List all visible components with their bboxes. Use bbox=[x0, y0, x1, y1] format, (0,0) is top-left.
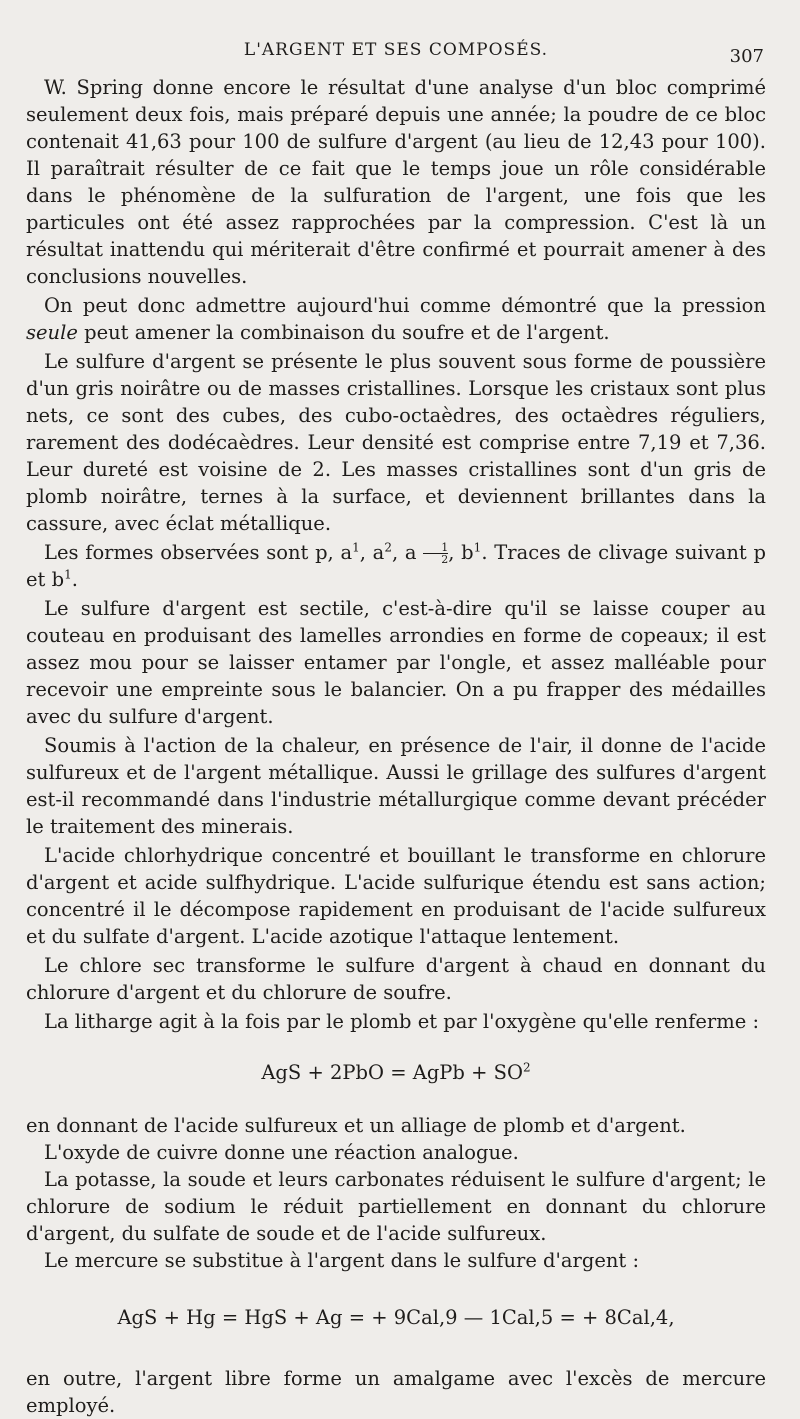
paragraph-chlorine-action: Le chlore sec transforme le sulfure d'argent à chaud en donnant du chlorure d'argent et du chlorure de soufre. bbox=[26, 954, 766, 1004]
text-run: . bbox=[71, 568, 78, 591]
text-run: , b bbox=[448, 541, 474, 564]
paragraph-acid-action: L'acide chlorhydrique concentré et bouillant le transforme en chlorure d'argent et acide sulfhydrique. L'acide sulfurique étendu est sans action; concentré il le décompose rapidement en produisant de l'acide sulfureux et du sulfate d'argent. L'acide azotique l'attaque lentement. bbox=[26, 844, 766, 948]
emphasis-word: seule bbox=[26, 321, 78, 344]
fraction-denominator: 2 bbox=[441, 553, 449, 566]
formula-mercury: AgS + Hg = HgS + Ag = + 9Cal,9 — 1Cal,5 = + 8Cal,4, bbox=[117, 1306, 675, 1329]
running-title: L'ARGENT ET SES COMPOSÉS. bbox=[243, 40, 549, 60]
superscript: 1 bbox=[64, 567, 72, 582]
paragraph-observed-forms bbox=[26, 539, 766, 593]
formula-text: AgS + 2PbO = AgPb + SO bbox=[261, 1061, 523, 1084]
paragraph-copper-oxide: L'oxyde de cuivre donne une réaction analogue. bbox=[44, 1141, 519, 1164]
fraction-numerator: 1 bbox=[423, 542, 448, 554]
paragraph-litharge: La litharge agit à la fois par le plomb et par l'oxygène qu'elle renferme : bbox=[44, 1010, 760, 1033]
formula-litharge bbox=[26, 1059, 766, 1086]
superscript: 1 bbox=[352, 540, 360, 555]
paragraph-heat-action: Soumis à l'action de la chaleur, en présence de l'air, il donne de l'acide sulfureux et de l'argent métallique. Aussi le grillage des sulfures d'argent est-il recommandé dans l'industrie métallurgique comme devant précéder le traitement des minerais. bbox=[26, 734, 766, 838]
superscript: 2 bbox=[384, 540, 392, 555]
fraction bbox=[423, 542, 448, 565]
paragraph-crystal-forms: Le sulfure d'argent se présente le plus souvent sous forme de poussière d'un gris noirâtre ou de masses cristallines. Lorsque les cristaux sont plus nets, ce sont des cubes, des cubo-octaèdres, des octaèdres réguliers, rarement des dodécaèdres. Leur densité est comprise entre 7,19 et 7,36. Leur dureté est voisine de 2. Les masses cristallines sont d'un gris de plomb noirâtre, ternes à la surface, et deviennent brillantes dans la cassure, avec éclat métallique. bbox=[26, 350, 766, 535]
paragraph-alloy: en donnant de l'acide sulfureux et un alliage de plomb et d'argent. bbox=[26, 1114, 686, 1137]
superscript: 2 bbox=[523, 1060, 531, 1075]
paragraph-text: On peut donc admettre aujourd'hui comme démontré que la pression bbox=[44, 294, 766, 317]
text-run: , a bbox=[359, 541, 385, 564]
paragraph-potash: La potasse, la soude et leurs carbonates réduisent le sulfure d'argent; le chlorure de sodium le réduit partiellement en donnant du chlorure d'argent, du sulfate de soude et de l'acide sulfureux. bbox=[26, 1168, 766, 1245]
text-run: Les formes observées sont p, a bbox=[44, 541, 353, 564]
paragraph-sectility: Le sulfure d'argent est sectile, c'est-à-dire qu'il se laisse couper au couteau en produisant des lamelles arrondies en forme de copeaux; il est assez mou pour se laisser entamer par l'ongle, et assez malléable pour recevoir une empreinte sous le balancier. On a pu frapper des médailles avec du sulfure d'argent. bbox=[26, 597, 766, 728]
text-run: . Traces de clivage suivant p et b bbox=[26, 541, 766, 591]
superscript: 1 bbox=[473, 540, 482, 555]
paragraph-mercury: Le mercure se substitue à l'argent dans le sulfure d'argent : bbox=[44, 1249, 640, 1272]
paragraph-amalgam: en outre, l'argent libre forme un amalgame avec l'excès de mercure employé. bbox=[26, 1367, 766, 1417]
page-number: 307 bbox=[729, 46, 764, 67]
running-head bbox=[26, 40, 766, 74]
paragraph-pressure-conclusion bbox=[26, 292, 766, 346]
paragraph-spring-analysis: W. Spring donne encore le résultat d'une analyse d'un bloc comprimé seulement deux fois, mais préparé depuis une année; la poudre de ce bloc contenait 41,63 pour 100 de sulfure d'argent (au lieu de 12,43 pour 100). Il paraîtrait résulter de ce fait que le temps joue un rôle considérable dans le phénomène de la sulfuration de l'argent, une fois que les particules ont été assez rapprochées par la compression. C'est là un résultat inattendu qui mériterait d'être confirmé et pourrait amener à des conclusions nouvelles. bbox=[26, 76, 766, 288]
paragraph-text: peut amener la combinaison du soufre et de l'argent. bbox=[77, 321, 610, 344]
text-run: , a bbox=[391, 541, 424, 564]
